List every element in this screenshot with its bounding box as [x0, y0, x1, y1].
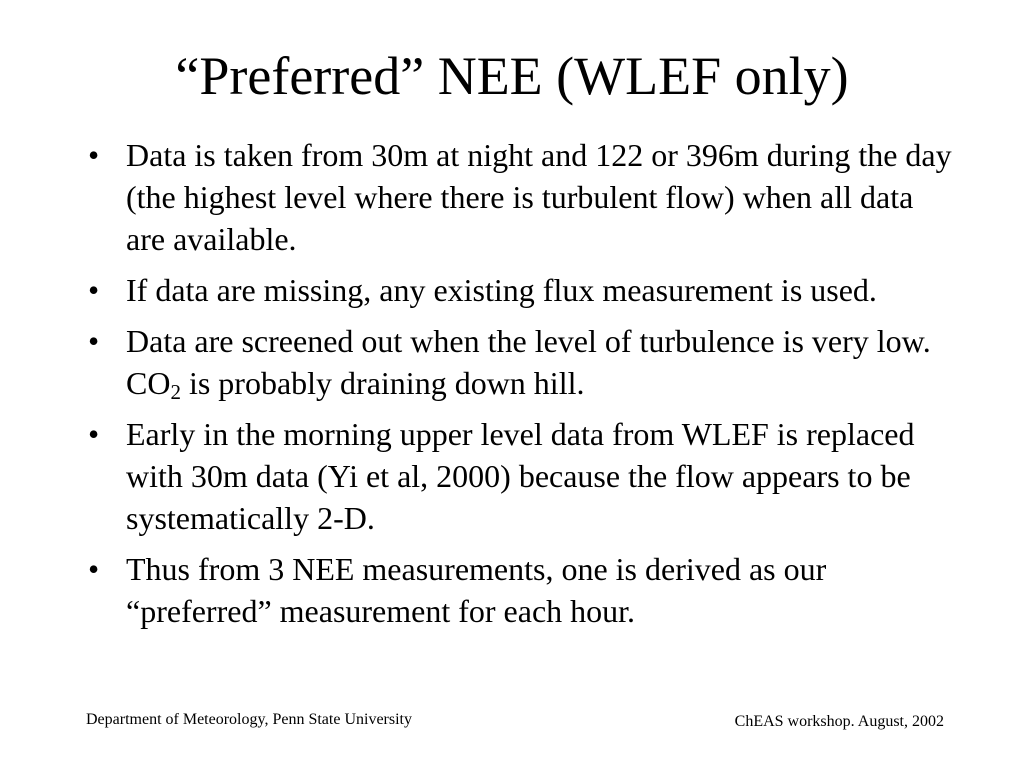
bullet-marker: • [88, 551, 100, 587]
bullet-item-5 [88, 548, 958, 632]
bullet-text-5: Thus from 3 NEE measurements, one is derived as our “preferred” measurement for each hour. [126, 551, 827, 629]
footer-department: Department of Meteorology, Penn State University [86, 711, 412, 728]
bullet-text-1: Data is taken from 30m at night and 122 or 396m during the day (the highest level where there is turbulent flow) when all data are available. [126, 137, 952, 257]
bullet-marker: • [88, 272, 100, 308]
slide-title: “Preferred” NEE (WLEF only) [175, 46, 849, 106]
bullet-item-2 [88, 269, 958, 311]
bullet-item-1 [88, 134, 958, 260]
bullet-marker: • [88, 416, 100, 452]
bullet-item-3 [88, 320, 958, 404]
co2-subscript: 2 [170, 380, 181, 404]
footer-event: ChEAS workshop. August, 2002 [734, 713, 944, 730]
bullet-text-3-before: Data are screened out when the level of turbulence is very low. CO [126, 323, 931, 401]
bullet-item-4 [88, 413, 958, 539]
bullet-text-2: If data are missing, any existing flux measurement is used. [126, 272, 877, 308]
bullet-list [88, 134, 958, 641]
bullet-text-3-after: is probably draining down hill. [180, 365, 585, 401]
bullet-marker: • [88, 323, 100, 359]
bullet-text-4: Early in the morning upper level data from WLEF is replaced with 30m data (Yi et al, 2000) because the flow appears to be systematically 2-D. [126, 416, 915, 536]
bullet-marker: • [88, 137, 100, 173]
bullet-text-3 [126, 323, 931, 404]
